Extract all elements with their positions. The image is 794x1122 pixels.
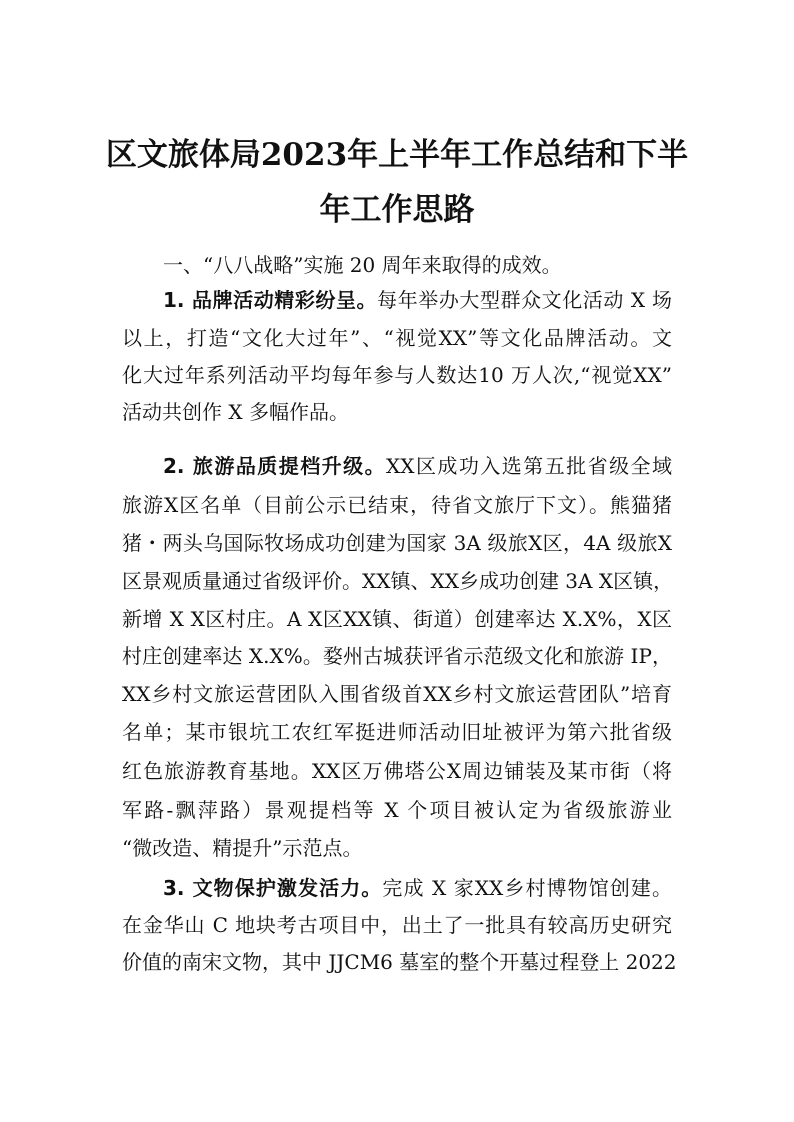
paragraph-1-line: 以上，打造“文化大过年”、“视觉XX”等文化品牌活动。文 (122, 326, 672, 350)
paragraph-2-line (163, 454, 672, 478)
paragraph-2-line: 旅游X区名单（目前公示已结束，待省文旅厅下文）。熊猫猪 (122, 493, 672, 517)
paragraph-1-line (163, 288, 672, 312)
text: XX区成功入选第五批省级全域 (386, 454, 672, 478)
paragraph-2-line: 红色旅游教育基地。XX区万佛塔公X周边铺装及某市街（将 (122, 759, 672, 783)
paragraph-3-line (163, 876, 672, 900)
item-1-heading: 1. 品牌活动精彩纷呈。 (163, 288, 378, 312)
paragraph-3-line: 在金华山 C 地块考古项目中，出土了一批具有较高历史研究 (122, 913, 672, 937)
document-title-line-1: 区文旅体局2023年上半年工作总结和下半 (105, 137, 689, 173)
paragraph-3-line: 价值的南宋文物，其中 JJCM6 墓室的整个开墓过程登上 2022 (122, 950, 677, 974)
item-2-heading: 2. 旅游品质提档升级。 (163, 454, 387, 478)
paragraph-2-line: 猪・两头乌国际牧场成功创建为国家 3A 级旅X区，4A 级旅X (122, 531, 672, 555)
paragraph-1-line: 化大过年系列活动平均每年参与人数达10 万人次,“视觉XX” (122, 363, 672, 387)
paragraph-2-line: 名单；某市银坑工农红军挺进师活动旧址被评为第六批省级 (122, 720, 672, 744)
document-title-line-2: 年工作思路 (319, 192, 475, 228)
paragraph-2-line: 新增 X X区村庄。A X区XX镇、街道）创建率达 X.X%，X区 (122, 607, 672, 631)
item-3-heading: 3. 文物保护激发活力。 (163, 876, 383, 900)
paragraph-2-line: 区景观质量通过省级评价。XX镇、XX乡成功创建 3A X区镇， (122, 569, 674, 593)
paragraph-1-line: 活动共创作 X 多幅作品。 (122, 400, 349, 424)
paragraph-2-line: XX乡村文旅运营团队入围省级首XX乡村文旅运营团队”培育 (122, 682, 672, 706)
text: 完成 X 家XX乡村博物馆创建。 (382, 876, 672, 900)
paragraph-2-line: 军路-飘萍路）景观提档等 X 个项目被认定为省级旅游业 (122, 798, 672, 822)
section-heading: 一、“八八战略”实施 20 周年来取得的成效。 (163, 253, 562, 277)
paragraph-2-line: 村庄创建率达 X.X%。婺州古城获评省示范级文化和旅游 IP， (122, 644, 672, 668)
paragraph-2-line: “微改造、精提升”示范点。 (122, 836, 363, 860)
text: 每年举办大型群众文化活动 X 场 (377, 288, 673, 312)
